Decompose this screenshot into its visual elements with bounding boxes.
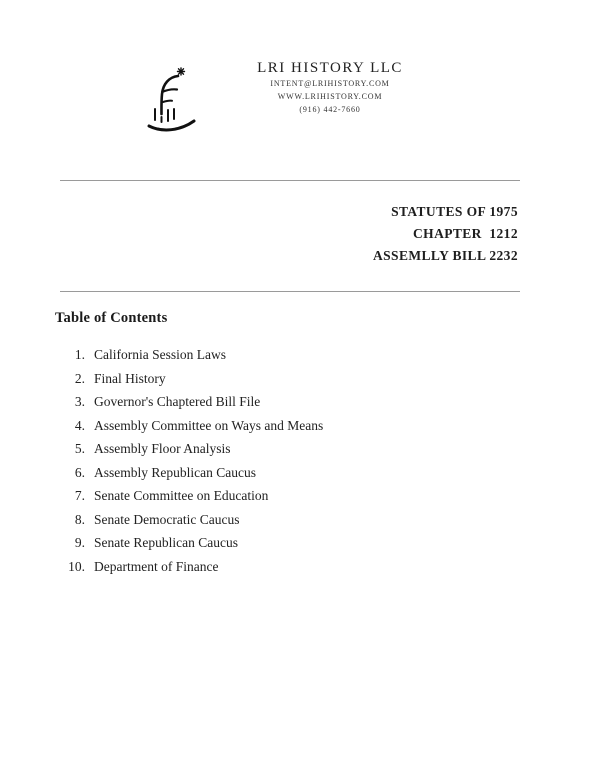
bill-line: ASSEMLLY BILL 2232 — [372, 248, 518, 263]
toc-item — [55, 484, 600, 508]
toc-item-label: Senate Committee on Education — [94, 488, 269, 503]
toc-item-label: Senate Democratic Caucus — [94, 511, 240, 527]
company-block — [0, 60, 600, 116]
toc-item-number: 8. — [74, 511, 85, 527]
toc-title: Table of Contents — [55, 310, 168, 326]
toc-item-number: 6. — [74, 464, 85, 480]
letterhead — [0, 0, 600, 156]
table-of-contents — [55, 310, 600, 578]
toc-item-label: Governor's Chaptered Bill File — [94, 394, 261, 409]
company-phone: (916) 442-7660 — [299, 105, 361, 114]
toc-item-number: 7. — [74, 488, 85, 503]
toc-item-number: 2. — [74, 370, 85, 386]
toc-item-label: Senate Republican Caucus — [94, 535, 238, 550]
statutes-line: STATUTES OF 1975 — [391, 204, 518, 219]
toc-item-label: Assembly Committee on Ways and Means — [94, 417, 324, 433]
toc-item-label: California Session Laws — [94, 347, 226, 362]
chapter-line: CHAPTER 1212 — [413, 226, 518, 241]
toc-item — [55, 414, 600, 438]
ink-sketch-logo-icon — [142, 62, 208, 138]
toc-item — [55, 461, 600, 485]
company-name: LRI HISTORY LLC — [257, 60, 403, 76]
toc-item — [55, 555, 600, 579]
toc-item — [55, 367, 600, 391]
toc-item-number: 1. — [74, 347, 85, 362]
toc-item — [55, 508, 600, 532]
toc-item-number: 10. — [68, 558, 85, 574]
toc-item — [55, 343, 600, 367]
toc-item-number: 5. — [74, 441, 85, 456]
toc-item — [55, 437, 600, 461]
divider-bottom — [60, 291, 520, 292]
company-website: WWW.LRIHISTORY.COM — [277, 92, 383, 101]
company-email: INTENT@LRIHISTORY.COM — [270, 79, 390, 88]
toc-item-number: 4. — [74, 417, 85, 433]
toc-item-label: Assembly Floor Analysis — [94, 441, 231, 456]
toc-item — [55, 531, 600, 555]
toc-list — [55, 343, 600, 578]
divider-top — [60, 180, 520, 181]
toc-item-number: 3. — [74, 394, 85, 409]
toc-item — [55, 390, 600, 414]
toc-item-number: 9. — [74, 535, 85, 550]
toc-item-label: Department of Finance — [94, 558, 219, 574]
toc-item-label: Assembly Republican Caucus — [94, 464, 256, 480]
toc-item-label: Final History — [94, 370, 166, 386]
reference-block — [0, 201, 600, 267]
